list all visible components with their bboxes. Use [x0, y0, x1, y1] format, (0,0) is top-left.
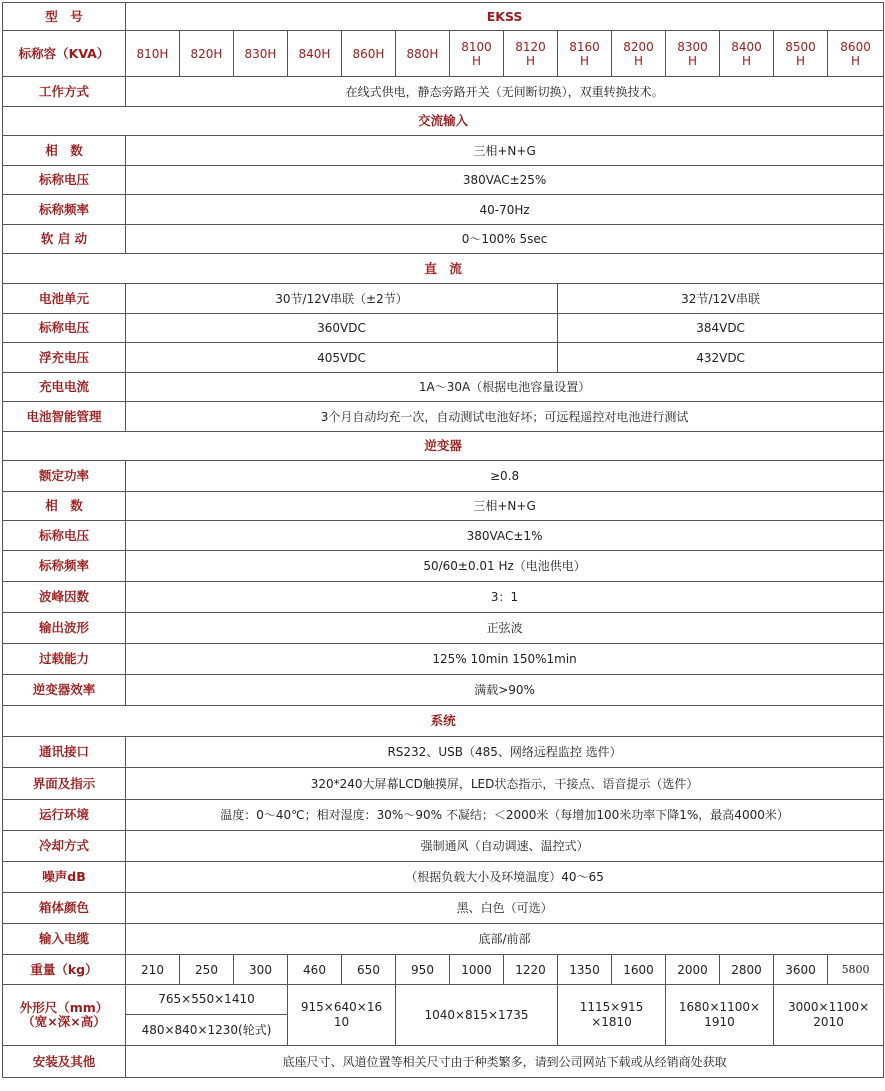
inv-voltage-row [3, 521, 884, 551]
work-mode-label: 工作方式 [3, 77, 126, 107]
color-value: 黑、白色（可选） [126, 893, 884, 924]
charge-current-label: 充电电流 [3, 373, 126, 402]
waveform-row [3, 613, 884, 644]
ac-frequency-row [3, 195, 884, 225]
work-mode-row [3, 77, 884, 107]
env-label: 运行环境 [3, 800, 126, 831]
kva-cell: 8120 H [504, 31, 558, 77]
ac-phase-value: 三相+N+G [126, 136, 884, 166]
overload-label: 过载能力 [3, 644, 126, 675]
weight-cell: 1350 [558, 955, 612, 985]
model-label: 型 号 [3, 3, 126, 31]
ac-frequency-label: 标称频率 [3, 195, 126, 225]
crest-factor-value: 3：1 [126, 582, 884, 613]
weight-cell: 5800 [828, 955, 884, 985]
inv-phase-value: 三相+N+G [126, 492, 884, 521]
dimensions-d2: 915×640×16 10 [288, 985, 396, 1046]
section-system-title: 系统 [3, 706, 884, 737]
weight-cell: 950 [396, 955, 450, 985]
dimensions-d3: 1040×815×1735 [396, 985, 558, 1046]
section-dc [3, 254, 884, 284]
waveform-value: 正弦波 [126, 613, 884, 644]
battery-mgmt-row [3, 402, 884, 432]
kva-row [3, 31, 884, 77]
install-row [3, 1046, 884, 1078]
noise-value: （根据负载大小及环境温度）40～65 [126, 862, 884, 893]
cable-value: 底部/前部 [126, 924, 884, 955]
inv-voltage-value: 380VAC±1% [126, 521, 884, 551]
kva-cell: 8100 H [450, 31, 504, 77]
dimensions-row-top [3, 985, 884, 1015]
weight-cell: 1220 [504, 955, 558, 985]
kva-cell: 8160 H [558, 31, 612, 77]
float-voltage-left: 405VDC [126, 343, 558, 373]
weight-label: 重量（kg） [3, 955, 126, 985]
kva-cell: 830H [234, 31, 288, 77]
ac-voltage-row [3, 166, 884, 195]
ac-phase-row [3, 136, 884, 166]
weight-row [3, 955, 884, 985]
soft-start-row [3, 225, 884, 254]
section-inverter [3, 432, 884, 461]
section-inverter-title: 逆变器 [3, 432, 884, 461]
efficiency-value: 满载>90% [126, 675, 884, 706]
dc-voltage-label: 标称电压 [3, 314, 126, 343]
env-value: 温度：0～40℃；相对湿度：30%～90% 不凝结；＜2000米（每增加100米功率下降1%，最高4000米） [126, 800, 884, 831]
waveform-label: 输出波形 [3, 613, 126, 644]
cooling-row [3, 831, 884, 862]
ac-frequency-value: 40-70Hz [126, 195, 884, 225]
kva-cell: 8400 H [720, 31, 774, 77]
dimensions-label: 外形尺（mm） （宽×深×高） [3, 985, 126, 1046]
comm-label: 通讯接口 [3, 737, 126, 768]
kva-label: 标称容（KVA） [3, 31, 126, 77]
dimensions-d1-bottom: 480×840×1230(轮式) [126, 1015, 288, 1046]
dimensions-d6: 3000×1100× 2010 [774, 985, 884, 1046]
battery-unit-label: 电池单元 [3, 284, 126, 314]
noise-label: 噪声dB [3, 862, 126, 893]
kva-cell: 8500 H [774, 31, 828, 77]
weight-cell: 1000 [450, 955, 504, 985]
ui-label: 界面及指示 [3, 768, 126, 800]
cable-label: 输入电缆 [3, 924, 126, 955]
dc-voltage-left: 360VDC [126, 314, 558, 343]
ac-voltage-label: 标称电压 [3, 166, 126, 195]
env-row [3, 800, 884, 831]
kva-cell: 8300 H [666, 31, 720, 77]
spec-table [2, 2, 884, 1078]
overload-row [3, 644, 884, 675]
ac-phase-label: 相 数 [3, 136, 126, 166]
battery-unit-left: 30节/12V串联（±2节） [126, 284, 558, 314]
section-ac-input-title: 交流输入 [3, 107, 884, 136]
weight-cell: 300 [234, 955, 288, 985]
install-label: 安装及其他 [3, 1046, 126, 1078]
ui-row [3, 768, 884, 800]
weight-cell: 460 [288, 955, 342, 985]
weight-cell: 1600 [612, 955, 666, 985]
weight-cell: 2800 [720, 955, 774, 985]
charge-current-row [3, 373, 884, 402]
color-label: 箱体颜色 [3, 893, 126, 924]
kva-cell: 8200 H [612, 31, 666, 77]
battery-mgmt-value: 3个月自动均充一次，自动测试电池好坏；可远程遥控对电池进行测试 [126, 402, 884, 432]
crest-factor-row [3, 582, 884, 613]
battery-unit-right: 32节/12V串联 [558, 284, 884, 314]
dimensions-d5: 1680×1100× 1910 [666, 985, 774, 1046]
power-factor-value: ≥0.8 [126, 461, 884, 492]
overload-value: 125% 10min 150%1min [126, 644, 884, 675]
color-row [3, 893, 884, 924]
inv-frequency-label: 标称频率 [3, 551, 126, 582]
inv-phase-row [3, 492, 884, 521]
weight-cell: 650 [342, 955, 396, 985]
cooling-value: 强制通风（自动调速、温控式） [126, 831, 884, 862]
section-system [3, 706, 884, 737]
battery-mgmt-label: 电池智能管理 [3, 402, 126, 432]
crest-factor-label: 波峰因数 [3, 582, 126, 613]
float-voltage-row [3, 343, 884, 373]
charge-current-value: 1A～30A（根据电池容量设置） [126, 373, 884, 402]
noise-row [3, 862, 884, 893]
weight-cell: 3600 [774, 955, 828, 985]
kva-cell: 820H [180, 31, 234, 77]
inv-voltage-label: 标称电压 [3, 521, 126, 551]
battery-unit-row [3, 284, 884, 314]
cooling-label: 冷却方式 [3, 831, 126, 862]
kva-cell: 810H [126, 31, 180, 77]
weight-cell: 2000 [666, 955, 720, 985]
soft-start-label: 软 启 动 [3, 225, 126, 254]
section-ac-input [3, 107, 884, 136]
section-dc-title: 直 流 [3, 254, 884, 284]
inv-frequency-row [3, 551, 884, 582]
power-factor-row [3, 461, 884, 492]
kva-cell: 860H [342, 31, 396, 77]
kva-cell: 840H [288, 31, 342, 77]
cable-row [3, 924, 884, 955]
work-mode-value: 在线式供电，静态旁路开关（无间断切换），双重转换技术。 [126, 77, 884, 107]
model-row [3, 3, 884, 31]
kva-cell: 880H [396, 31, 450, 77]
inv-phase-label: 相 数 [3, 492, 126, 521]
ui-value: 320*240大屏幕LCD触摸屏，LED状态指示，干接点、语音提示（选件） [126, 768, 884, 800]
dc-voltage-row [3, 314, 884, 343]
weight-cell: 250 [180, 955, 234, 985]
efficiency-label: 逆变器效率 [3, 675, 126, 706]
weight-cell: 210 [126, 955, 180, 985]
float-voltage-label: 浮充电压 [3, 343, 126, 373]
power-factor-label: 额定功率 [3, 461, 126, 492]
install-value: 底座尺寸、风道位置等相关尺寸由于种类繁多，请到公司网站下载或从经销商处获取 [126, 1046, 884, 1078]
dc-voltage-right: 384VDC [558, 314, 884, 343]
kva-cell: 8600 H [828, 31, 884, 77]
dimensions-d1-top: 765×550×1410 [126, 985, 288, 1015]
comm-value: RS232、USB（485、网络远程监控 选件） [126, 737, 884, 768]
ac-voltage-value: 380VAC±25% [126, 166, 884, 195]
soft-start-value: 0～100% 5sec [126, 225, 884, 254]
comm-row [3, 737, 884, 768]
model-value: EKSS [126, 3, 884, 31]
efficiency-row [3, 675, 884, 706]
inv-frequency-value: 50/60±0.01 Hz（电池供电） [126, 551, 884, 582]
dimensions-d4: 1115×915 ×1810 [558, 985, 666, 1046]
float-voltage-right: 432VDC [558, 343, 884, 373]
